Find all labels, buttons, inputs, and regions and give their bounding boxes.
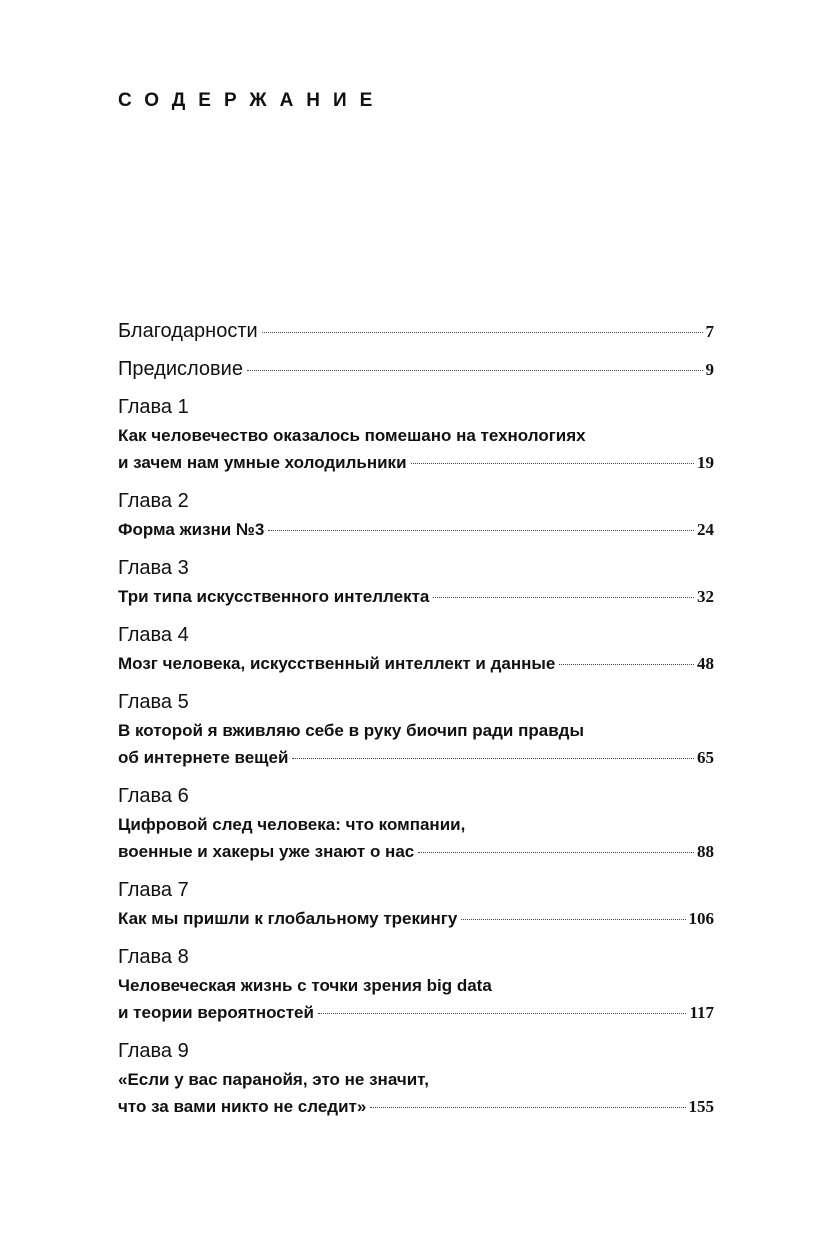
- toc-entry-acknowledgements[interactable]: [118, 316, 714, 346]
- dot-leader: [411, 462, 694, 464]
- toc-entry-chapter-6[interactable]: [118, 781, 714, 865]
- chapter-label: Глава 5: [118, 691, 189, 713]
- toc-page-number: 48: [697, 654, 714, 673]
- toc-entry-chapter-7[interactable]: [118, 875, 714, 932]
- toc-page-number: 106: [688, 909, 714, 928]
- dot-leader: [461, 918, 685, 920]
- toc-line: [118, 905, 714, 932]
- chapter-label: Глава 7: [118, 879, 189, 901]
- toc-page-number: 117: [689, 1003, 714, 1022]
- chapter-title-line: Мозг человека, искусственный интеллект и данные: [118, 654, 556, 673]
- toc-line: [118, 516, 714, 543]
- toc-page-number: 19: [697, 453, 714, 472]
- toc-entry-chapter-3[interactable]: [118, 553, 714, 610]
- table-of-contents: [118, 316, 714, 1130]
- chapter-title-line: Как мы пришли к глобальному трекингу: [118, 909, 458, 928]
- chapter-title-line: Человеческая жизнь с точки зрения big data: [118, 976, 492, 995]
- dot-leader: [559, 663, 694, 665]
- toc-entry-chapter-8[interactable]: [118, 942, 714, 1026]
- toc-entry-chapter-9[interactable]: [118, 1036, 714, 1120]
- page-title: СОДЕРЖАНИЕ: [118, 90, 386, 111]
- toc-page-number: 32: [697, 587, 714, 606]
- toc-line: [118, 717, 714, 744]
- toc-entry-chapter-1[interactable]: [118, 392, 714, 476]
- toc-line: [118, 999, 714, 1026]
- chapter-label: Глава 4: [118, 624, 189, 646]
- toc-line: [118, 1093, 714, 1120]
- chapter-title-line: и теории вероятностей: [118, 1003, 314, 1022]
- toc-page-number: 88: [697, 842, 714, 861]
- toc-page-number: 155: [688, 1097, 714, 1116]
- chapter-title-line: Форма жизни №3: [118, 520, 265, 539]
- dot-leader: [418, 851, 694, 853]
- toc-line: [118, 838, 714, 865]
- chapter-label: Глава 9: [118, 1040, 189, 1062]
- toc-line: [118, 811, 714, 838]
- toc-page-number: 24: [697, 520, 714, 539]
- toc-line: [118, 583, 714, 610]
- toc-entry-title: Благодарности: [118, 320, 258, 342]
- chapter-label: Глава 3: [118, 557, 189, 579]
- toc-entry-chapter-2[interactable]: [118, 486, 714, 543]
- chapter-label: Глава 1: [118, 396, 189, 418]
- dot-leader: [268, 529, 694, 531]
- chapter-title-line: что за вами никто не следит»: [118, 1097, 367, 1116]
- chapter-title-line: «Если у вас паранойя, это не значит,: [118, 1070, 429, 1089]
- toc-line: [118, 422, 714, 449]
- toc-line: [118, 354, 714, 384]
- dot-leader: [262, 331, 703, 333]
- chapter-title-line: Как человечество оказалось помешано на технологиях: [118, 426, 586, 445]
- toc-line: [118, 744, 714, 771]
- toc-line: [118, 316, 714, 346]
- chapter-title-line: Цифровой след человека: что компании,: [118, 815, 466, 834]
- toc-entry-title: Предисловие: [118, 358, 243, 380]
- chapter-label: Глава 8: [118, 946, 189, 968]
- dot-leader: [370, 1106, 685, 1108]
- chapter-title-line: военные и хакеры уже знают о нас: [118, 842, 415, 861]
- chapter-title-line: об интернете вещей: [118, 748, 289, 767]
- toc-line: [118, 650, 714, 677]
- toc-entry-chapter-4[interactable]: [118, 620, 714, 677]
- toc-page-number: 65: [697, 748, 714, 767]
- toc-line: [118, 449, 714, 476]
- dot-leader: [247, 369, 703, 371]
- dot-leader: [433, 596, 694, 598]
- toc-line: [118, 1066, 714, 1093]
- toc-line: [118, 972, 714, 999]
- chapter-title-line: В которой я вживляю себе в руку биочип ради правды: [118, 721, 584, 740]
- toc-entry-preface[interactable]: [118, 354, 714, 384]
- dot-leader: [292, 757, 694, 759]
- toc-page-number: 9: [705, 360, 714, 379]
- chapter-label: Глава 2: [118, 490, 189, 512]
- chapter-title-line: и зачем нам умные холодильники: [118, 453, 407, 472]
- toc-entry-chapter-5[interactable]: [118, 687, 714, 771]
- chapter-title-line: Три типа искусственного интеллекта: [118, 587, 430, 606]
- toc-page-number: 7: [705, 322, 714, 341]
- chapter-label: Глава 6: [118, 785, 189, 807]
- dot-leader: [318, 1012, 687, 1014]
